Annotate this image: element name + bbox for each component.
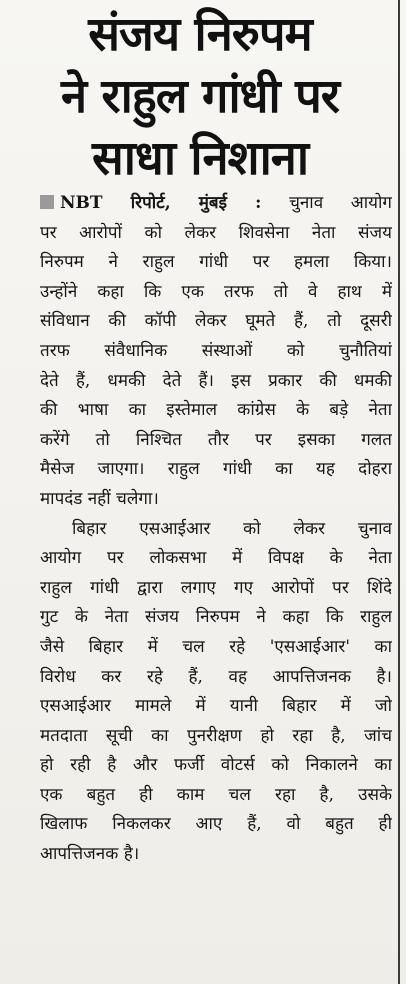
article-line: आयोग पर लोकसभा में विपक्ष के नेता	[40, 548, 392, 569]
article-line: हो रही है और फर्जी वोटर्स को निकालने का	[40, 755, 392, 776]
headline	[0, 4, 400, 190]
article-line: उन्होंने कहा कि एक तरफ तो वे हाथ में	[40, 281, 392, 302]
article-line: गुट के नेता संजय निरुपम ने कहा कि राहुल	[40, 607, 392, 628]
article-line: की भाषा का इस्तेमाल कांग्रेस के बड़े नेता	[40, 400, 392, 421]
article-line: राहुल गांधी द्वारा लगाए गए आरोपों पर शिंदे	[40, 577, 392, 598]
article-line: एक बहुत ही काम चल रहा है, उसके	[40, 784, 392, 805]
article-line: बिहार एसआईआर को लेकर चुनाव	[72, 518, 392, 539]
article-line: मतदाता सूची का पुनरीक्षण हो रहा है, जांच	[40, 725, 392, 746]
article-line: एसआईआर मामले में यानी बिहार में जो	[40, 696, 392, 717]
article-line	[40, 189, 392, 219]
lead-square-icon	[40, 195, 54, 209]
article-line: आपत्तिजनक है।	[40, 844, 140, 865]
article-line: मैसेज जाएगा। राहुल गांधी का यह दोहरा	[40, 459, 392, 480]
byline: NBT रिपोर्ट, मुंबई :	[60, 193, 262, 213]
headline-line-2: ने राहुल गांधी पर	[60, 69, 340, 124]
headline-line-1: संजय निरुपम	[88, 7, 312, 62]
article-line: खिलाफ निकलकर आए हैं, वो बहुत ही	[40, 814, 392, 835]
article-text: चुनाव आयोग	[289, 193, 392, 213]
article-line: विरोध कर रहे हैं, वह आपत्तिजनक है।	[40, 666, 392, 687]
article-line: तरफ संवैधानिक संस्थाओं को चुनौतियां	[40, 340, 392, 361]
article-line: संविधान की कॉपी लेकर घूमते हैं, तो दूसरी	[40, 311, 392, 332]
article-line: देते हैं, धमकी देते हैं। इस प्रकार की धमकी	[40, 370, 392, 391]
article-line: जैसे बिहार में चल रहे 'एसआईआर' का	[40, 636, 392, 657]
article-line: करेंगे तो निश्चित तौर पर इसका गलत	[40, 429, 392, 450]
headline-line-3: साधा निशाना	[91, 131, 309, 186]
article-line: पर आरोपों को लेकर शिवसेना नेता संजय	[40, 222, 392, 243]
article-body	[40, 189, 392, 870]
article-line: मापदंड नहीं चलेगा।	[40, 488, 159, 509]
article-line: निरुपम ने राहुल गांधी पर हमला किया।	[40, 252, 392, 273]
